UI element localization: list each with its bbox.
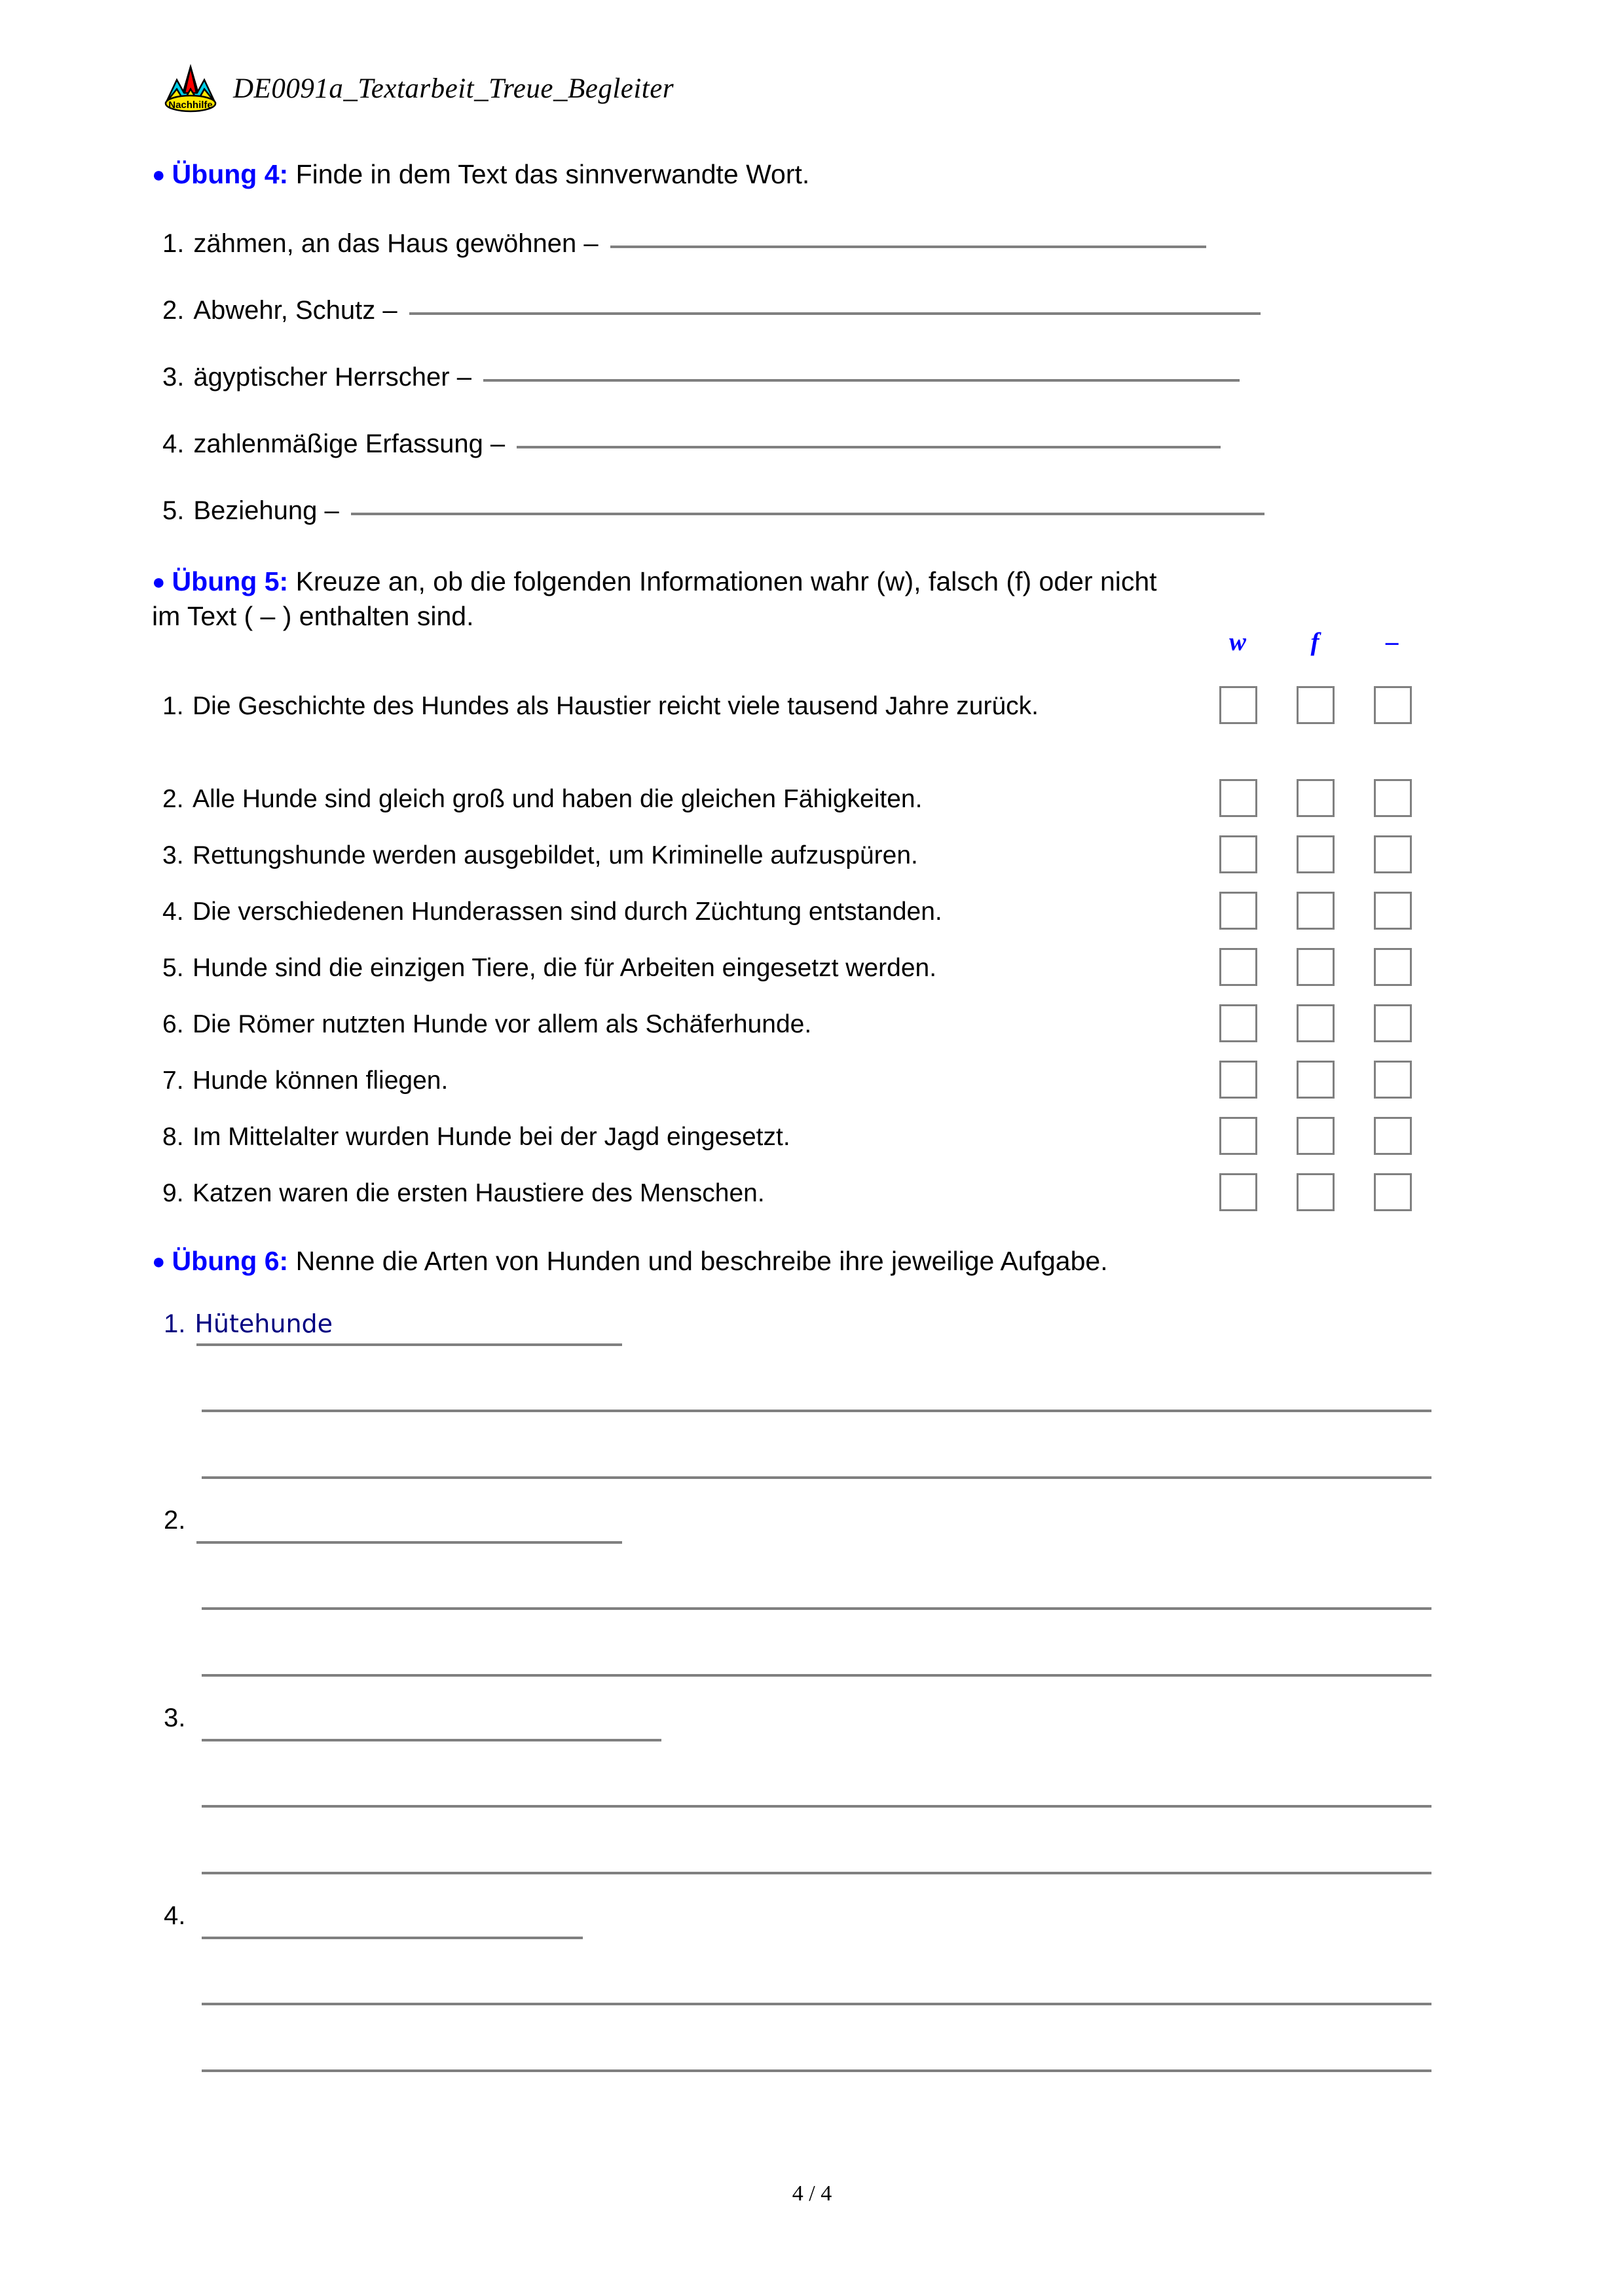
checkbox-row5-none[interactable] [1374, 948, 1412, 986]
checkbox-row4-none[interactable] [1374, 892, 1412, 930]
item-text: Beziehung – [193, 496, 339, 525]
item-text: Alle Hunde sind gleich groß und haben die gleichen Fähigkeiten. [193, 785, 923, 813]
exercise6-answer-line-1[interactable] [196, 1343, 622, 1346]
exercise6-answer-line-4[interactable] [202, 1937, 583, 1939]
exercise5-item-8 [162, 1121, 1184, 1153]
checkbox-row4-f[interactable] [1297, 892, 1335, 930]
exercise5-item-9 [162, 1178, 1184, 1209]
checkbox-row2-f[interactable] [1297, 779, 1335, 817]
exercise6-description-line-1a[interactable] [202, 1410, 1431, 1412]
exercise6-description-line-4a[interactable] [202, 2003, 1431, 2005]
column-header-falsch: f [1310, 628, 1320, 656]
item-text: Abwehr, Schutz – [193, 296, 397, 325]
exercise6-description-line-3a[interactable] [202, 1805, 1431, 1808]
checkbox-row9-f[interactable] [1297, 1173, 1335, 1211]
checkbox-row2-none[interactable] [1374, 779, 1412, 817]
column-header-wahr: w [1228, 628, 1246, 656]
checkbox-row3-none[interactable] [1374, 835, 1412, 873]
exercise-5-label: Übung 5: [172, 566, 289, 596]
checkbox-row3-f[interactable] [1297, 835, 1335, 873]
exercise6-description-line-3b[interactable] [202, 1872, 1431, 1874]
exercise5-item-6 [162, 1009, 1184, 1040]
exercise6-description-line-2a[interactable] [202, 1607, 1431, 1610]
bullet-icon: ● [152, 570, 166, 594]
checkbox-row6-f[interactable] [1297, 1004, 1335, 1042]
item-number: 4. [162, 898, 184, 926]
answer-blank-line[interactable] [610, 246, 1206, 248]
checkbox-row6-w[interactable] [1219, 1004, 1257, 1042]
checkbox-row8-none[interactable] [1374, 1117, 1412, 1155]
item-text: zahlenmäßige Erfassung – [193, 429, 506, 458]
checkbox-row8-w[interactable] [1219, 1117, 1257, 1155]
item-number: 8. [162, 1123, 184, 1151]
exercise-6-label: Übung 6: [172, 1246, 289, 1276]
exercise5-item-1 [162, 691, 1184, 722]
bullet-icon: ● [152, 162, 166, 187]
checkbox-row1-w[interactable] [1219, 686, 1257, 724]
item-number: 3. [162, 363, 185, 392]
exercise5-item-5 [162, 953, 1184, 984]
checkbox-row9-none[interactable] [1374, 1173, 1412, 1211]
item-number: 9. [162, 1179, 184, 1207]
svg-text:Nachhilfe: Nachhilfe [168, 100, 213, 111]
exercise6-description-line-1b[interactable] [202, 1476, 1431, 1479]
exercise5-item-4 [162, 896, 1184, 928]
exercise6-item-4 [164, 1901, 198, 1931]
exercise-4-label: Übung 4: [172, 159, 289, 189]
page-number-footer: 4 / 4 [792, 2181, 832, 2206]
exercise4-item-1 [162, 229, 1206, 259]
item-number: 1. [164, 1309, 186, 1338]
item-number: 4. [162, 429, 185, 458]
exercise4-item-2 [162, 296, 1261, 325]
item-number: 5. [162, 954, 184, 982]
exercise6-answer-line-2[interactable] [196, 1541, 622, 1544]
item-number: 3. [162, 841, 184, 869]
document-title: DE0091a_Textarbeit_Treue_Begleiter [233, 73, 674, 104]
item-number: 6. [162, 1010, 184, 1038]
checkbox-row6-none[interactable] [1374, 1004, 1412, 1042]
item-text: Im Mittelalter wurden Hunde bei der Jagd eingesetzt. [193, 1123, 790, 1151]
checkbox-row9-w[interactable] [1219, 1173, 1257, 1211]
item-text: Die Römer nutzten Hunde vor allem als Schäferhunde. [193, 1010, 812, 1038]
exercise-5-prompt-line1: Kreuze an, ob die folgenden Informationen wahr (w), falsch (f) oder nicht [295, 566, 1157, 596]
checkbox-row5-w[interactable] [1219, 948, 1257, 986]
bullet-icon: ● [152, 1249, 166, 1274]
exercise4-item-3 [162, 363, 1240, 392]
exercise-5-prompt-line2: im Text ( – ) enthalten sind. [152, 601, 474, 632]
item-number: 1. [162, 692, 184, 720]
item-text: ägyptischer Herrscher – [193, 363, 471, 392]
item-number: 2. [162, 785, 184, 813]
document-header [162, 63, 674, 114]
checkbox-row4-w[interactable] [1219, 892, 1257, 930]
exercise4-item-4 [162, 429, 1221, 459]
checkbox-row7-w[interactable] [1219, 1061, 1257, 1099]
item-number: 2. [164, 1506, 186, 1535]
exercise6-item-2 [164, 1506, 198, 1535]
checkbox-row8-f[interactable] [1297, 1117, 1335, 1155]
exercise-6-heading [152, 1244, 1494, 1279]
item-number: 4. [164, 1901, 186, 1930]
item-text: Die Geschichte des Hundes als Haustier reicht viele tausend Jahre zurück. [193, 692, 1039, 720]
exercise4-item-5 [162, 496, 1264, 526]
answer-blank-line[interactable] [409, 312, 1261, 315]
item-number: 3. [164, 1704, 186, 1732]
exercise-4-prompt: Finde in dem Text das sinnverwandte Wort. [295, 159, 810, 189]
checkbox-row3-w[interactable] [1219, 835, 1257, 873]
exercise6-item-1 [164, 1309, 337, 1339]
item-text: Katzen waren die ersten Haustiere des Menschen. [193, 1179, 765, 1207]
checkbox-row1-none[interactable] [1374, 686, 1412, 724]
checkbox-row7-none[interactable] [1374, 1061, 1412, 1099]
exercise6-item-3 [164, 1704, 198, 1733]
column-header-nicht-im-text: – [1386, 628, 1399, 656]
nachhilfe-logo-icon [162, 63, 219, 114]
answer-blank-line[interactable] [483, 379, 1240, 382]
exercise6-answer-1[interactable]: Hütehunde [194, 1309, 333, 1338]
exercise-4-heading [152, 157, 1494, 192]
exercise5-item-2 [162, 784, 1184, 815]
item-number: 1. [162, 229, 185, 258]
exercise5-item-7 [162, 1065, 1184, 1097]
exercise5-item-3 [162, 840, 1184, 871]
item-number: 5. [162, 496, 185, 525]
exercise6-description-line-4b[interactable] [202, 2069, 1431, 2072]
answer-blank-line[interactable] [351, 513, 1264, 515]
checkbox-row2-w[interactable] [1219, 779, 1257, 817]
checkbox-row1-f[interactable] [1297, 686, 1335, 724]
item-text: Hunde können fliegen. [193, 1066, 449, 1095]
checkbox-row7-f[interactable] [1297, 1061, 1335, 1099]
exercise6-answer-line-3[interactable] [202, 1739, 661, 1741]
item-text: Die verschiedenen Hunderassen sind durch Züchtung entstanden. [193, 898, 942, 926]
checkbox-row5-f[interactable] [1297, 948, 1335, 986]
exercise-6-prompt: Nenne die Arten von Hunden und beschreibe ihre jeweilige Aufgabe. [295, 1246, 1108, 1276]
answer-blank-line[interactable] [517, 446, 1221, 448]
item-text: Hunde sind die einzigen Tiere, die für Arbeiten eingesetzt werden. [193, 954, 937, 982]
item-number: 7. [162, 1066, 184, 1095]
item-number: 2. [162, 296, 185, 325]
item-text: Rettungshunde werden ausgebildet, um Kriminelle aufzuspüren. [193, 841, 918, 869]
item-text: zähmen, an das Haus gewöhnen – [193, 229, 599, 258]
exercise-5-heading [152, 564, 1429, 634]
exercise6-description-line-2b[interactable] [202, 1674, 1431, 1677]
